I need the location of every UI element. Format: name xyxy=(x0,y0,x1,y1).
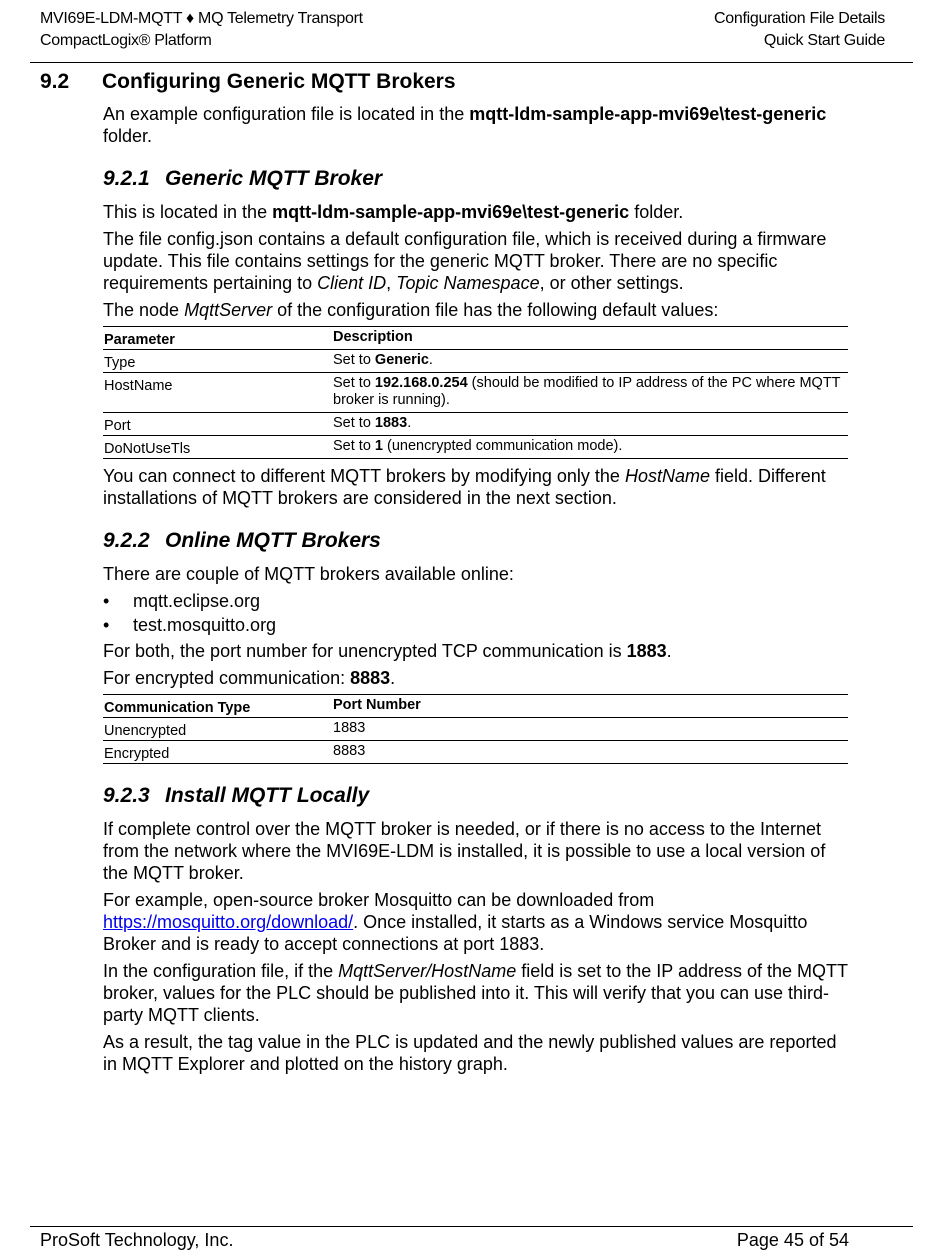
list-item-text: test.mosquitto.org xyxy=(133,615,277,635)
value: 1 xyxy=(374,438,383,454)
term-topic-namespace: Topic Namespace xyxy=(396,273,540,293)
text: Set to xyxy=(333,352,375,368)
header-guide: Quick Start Guide xyxy=(763,32,885,49)
intro-text-end: folder. xyxy=(103,126,153,146)
port-value: 1883 xyxy=(626,641,667,661)
table-row xyxy=(103,436,848,459)
text: . xyxy=(390,668,396,688)
table-cell-desc xyxy=(332,413,848,436)
header-chapter: Configuration File Details xyxy=(714,10,885,27)
table-row xyxy=(103,350,848,373)
term-client-id: Client ID xyxy=(317,273,387,293)
table-cell-type: Encrypted xyxy=(103,741,332,764)
text: . xyxy=(428,352,433,368)
text: , or other settings. xyxy=(539,273,684,293)
table-row xyxy=(103,413,848,436)
table-cell-desc xyxy=(332,436,848,459)
paragraph: If complete control over the MQTT broker is needed, or if there is no access to the Internet from the network where the MVI69E-LDM is installed, it is possible to use a local version of the MQTT broker. xyxy=(103,819,826,883)
table-cell-param: HostName xyxy=(103,373,332,413)
text: For both, the port number for unencrypted TCP communication is xyxy=(103,641,627,661)
paragraph: As a result, the tag value in the PLC is updated and the newly published values are reported in MQTT Explorer and plotted on the history graph. xyxy=(103,1032,837,1074)
text: . xyxy=(407,415,412,431)
page-header-right xyxy=(714,8,885,52)
text: In the configuration file, if the xyxy=(103,961,339,981)
table-cell-port: 8883 xyxy=(332,741,848,764)
text: (should be modified to IP address of the PC where MQTT broker is running). xyxy=(333,375,841,408)
subsection-heading-online xyxy=(103,530,851,552)
text: This is located in the xyxy=(103,202,273,222)
mosquitto-download-link[interactable]: https://mosquitto.org/download/ xyxy=(103,912,354,932)
paragraph xyxy=(103,960,851,1026)
paragraph: There are couple of MQTT brokers available online: xyxy=(103,564,514,584)
term-mqttserver-hostname: MqttServer/HostName xyxy=(338,961,517,981)
table-cell-type: Unencrypted xyxy=(103,718,332,741)
table-row xyxy=(103,741,848,764)
section-title: Configuring Generic MQTT Brokers xyxy=(102,70,456,93)
table-header-row xyxy=(103,695,848,718)
text: The node xyxy=(103,300,185,320)
paragraph xyxy=(103,465,851,509)
subsection-number: 9.2.2 xyxy=(103,529,150,552)
text: The file config.json contains a default configuration file, which is received during a firmware update. This file contains settings for the generic MQTT broker. There are no specific requirements pertaining to xyxy=(103,229,827,293)
ports-table xyxy=(103,694,848,764)
footer-divider xyxy=(30,1226,913,1227)
paragraph xyxy=(103,667,851,689)
subsection-title: Install MQTT Locally xyxy=(165,784,370,807)
broker-list xyxy=(103,590,851,636)
subsection-heading-local xyxy=(103,785,851,807)
section-intro xyxy=(103,103,851,147)
footer-company: ProSoft Technology, Inc. xyxy=(40,1230,234,1250)
table-cell-param: Type xyxy=(103,350,332,373)
value: 1883 xyxy=(374,415,408,431)
paragraph xyxy=(103,299,851,321)
text: folder. xyxy=(629,202,684,222)
text: Set to xyxy=(333,375,375,391)
bullet-icon: • xyxy=(103,615,110,635)
bullet-icon: • xyxy=(103,591,110,611)
paragraph xyxy=(103,640,851,662)
list-item-text: mqtt.eclipse.org xyxy=(133,591,261,611)
footer-page-number: Page 45 of 54 xyxy=(736,1230,849,1250)
list-item xyxy=(103,614,851,636)
paragraph xyxy=(103,201,851,223)
text: (unencrypted communication mode). xyxy=(383,438,623,454)
folder-name: mqtt-ldm-sample-app-mvi69e\test-generic xyxy=(272,202,630,222)
table-cell-param: DoNotUseTls xyxy=(103,436,332,459)
table-cell-param: Port xyxy=(103,413,332,436)
main-content xyxy=(103,103,851,1080)
text: You can connect to different MQTT brokers by modifying only the xyxy=(103,466,625,486)
intro-folder: mqtt-ldm-sample-app-mvi69e\test-generic xyxy=(469,104,827,124)
value: 192.168.0.254 xyxy=(374,375,468,391)
subsection-title: Online MQTT Brokers xyxy=(165,529,381,552)
text: field. Different installations of MQTT brokers are considered in the next section. xyxy=(103,466,826,508)
paragraph xyxy=(103,889,851,955)
column-header-parameter: Parameter xyxy=(103,327,332,350)
text: For example, open-source broker Mosquitto can be downloaded from xyxy=(103,890,655,910)
term-mqttserver: MqttServer xyxy=(184,300,273,320)
section-number: 9.2 xyxy=(40,70,70,93)
table-cell-port: 1883 xyxy=(332,718,848,741)
column-header-type: Communication Type xyxy=(103,695,332,718)
term-hostname: HostName xyxy=(624,466,710,486)
value: Generic xyxy=(374,352,429,368)
intro-text: An example configuration file is located in the xyxy=(103,104,470,124)
header-platform: CompactLogix® Platform xyxy=(40,32,212,49)
table-cell-desc xyxy=(332,373,848,413)
text: field is set to the IP address of the MQTT broker, values for the PLC should be published into it. This will verify that you can use third-party MQTT clients. xyxy=(103,961,848,1025)
text: , xyxy=(386,273,397,293)
subsection-heading-generic xyxy=(103,168,851,190)
page-header-left xyxy=(40,8,363,52)
text: Set to xyxy=(333,415,375,431)
text: . Once installed, it starts as a Windows service Mosquitto Broker and is ready to accept connections at port 1883. xyxy=(103,912,808,954)
text: . xyxy=(666,641,672,661)
column-header-description: Description xyxy=(332,327,848,350)
subsection-title: Generic MQTT Broker xyxy=(165,167,383,190)
list-item xyxy=(103,590,851,612)
port-value: 8883 xyxy=(350,668,391,688)
text: Set to xyxy=(333,438,375,454)
table-row xyxy=(103,373,848,413)
text: For encrypted communication: xyxy=(103,668,351,688)
subsection-number: 9.2.1 xyxy=(103,167,150,190)
column-header-port: Port Number xyxy=(332,695,848,718)
paragraph xyxy=(103,228,851,294)
table-cell-desc xyxy=(332,350,848,373)
header-product-title: MVI69E-LDM-MQTT ♦ MQ Telemetry Transport xyxy=(40,10,363,27)
subsection-number: 9.2.3 xyxy=(103,784,150,807)
table-header-row xyxy=(103,327,848,350)
header-divider xyxy=(30,62,913,63)
section-heading xyxy=(40,70,456,94)
text: of the configuration file has the following default values: xyxy=(272,300,719,320)
table-row xyxy=(103,718,848,741)
default-values-table xyxy=(103,326,848,459)
